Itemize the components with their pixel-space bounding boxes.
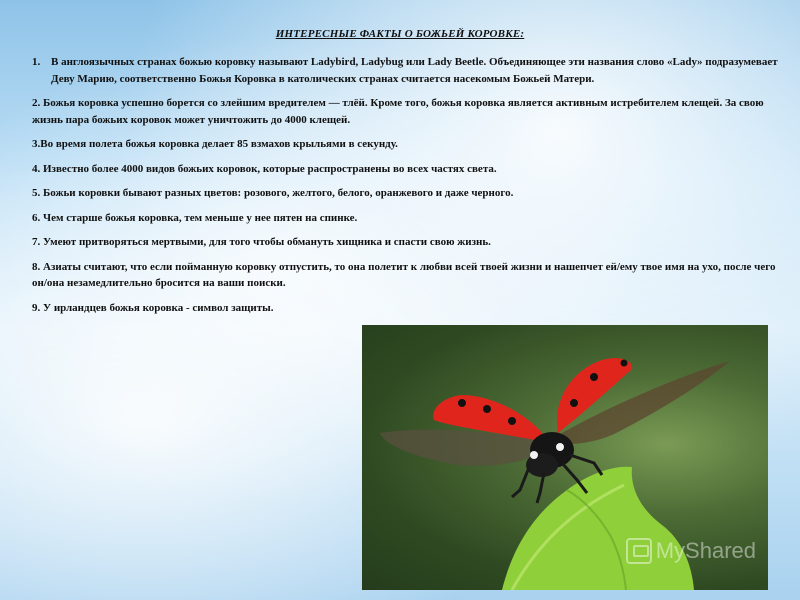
watermark-logo-icon	[626, 538, 652, 564]
fact-5: 5. Божьи коровки бывают разных цветов: розового, желтого, белого, оранжевого и даже черного.	[32, 187, 514, 199]
fact-7: 7. Умеют притворяться мертвыми, для того чтобы обмануть хищника и спасти свою жизнь.	[32, 236, 491, 248]
fact-1	[32, 54, 784, 87]
ladybug-photo	[362, 325, 768, 590]
facts-list	[32, 54, 784, 324]
fact-1-number: 1.	[32, 56, 41, 68]
fact-2: 2. Божья коровка успешно борется со злейшим вредителем — тлёй. Кроме того, божья коровка является активным истребителем клещей. За свою жизнь пара божьих коровок может уничтожить до 4000 клещей.	[32, 97, 764, 126]
fact-1-text: В англоязычных странах божью коровку называют Ladybird, Ladybug или Lady Beetle. Объединяющее эти названия слово «Lady» подразумевает Деву Марию, соответственно Божья Коровка в католических странах считается насекомым Божьей Матери.	[51, 56, 778, 85]
fact-3: 3.Во время полета божья коровка делает 85 взмахов крыльями в секунду.	[32, 138, 398, 150]
watermark	[626, 538, 756, 564]
watermark-text: MyShared	[655, 538, 756, 563]
fact-8: 8. Азиаты считают, что если пойманную коровку отпустить, то она полетит к любви всей твоей жизни и нашепчет ей/ему твое имя на ухо, после чего он/она незамедлительно бросится на ваши поиски.	[32, 260, 776, 289]
fact-4: 4. Известно более 4000 видов божьих коровок, которые распространены во всех частях света.	[32, 162, 497, 175]
leaf	[502, 467, 694, 590]
slide-title: ИНТЕРЕСНЫЕ ФАКТЫ О БОЖЬЕЙ КОРОВКЕ:	[275, 28, 525, 40]
fact-6: 6. Чем старше божья коровка, тем меньше у нее пятен на спинке.	[32, 211, 358, 224]
fact-9: 9. У ирландцев божья коровка - символ защиты.	[32, 301, 274, 314]
